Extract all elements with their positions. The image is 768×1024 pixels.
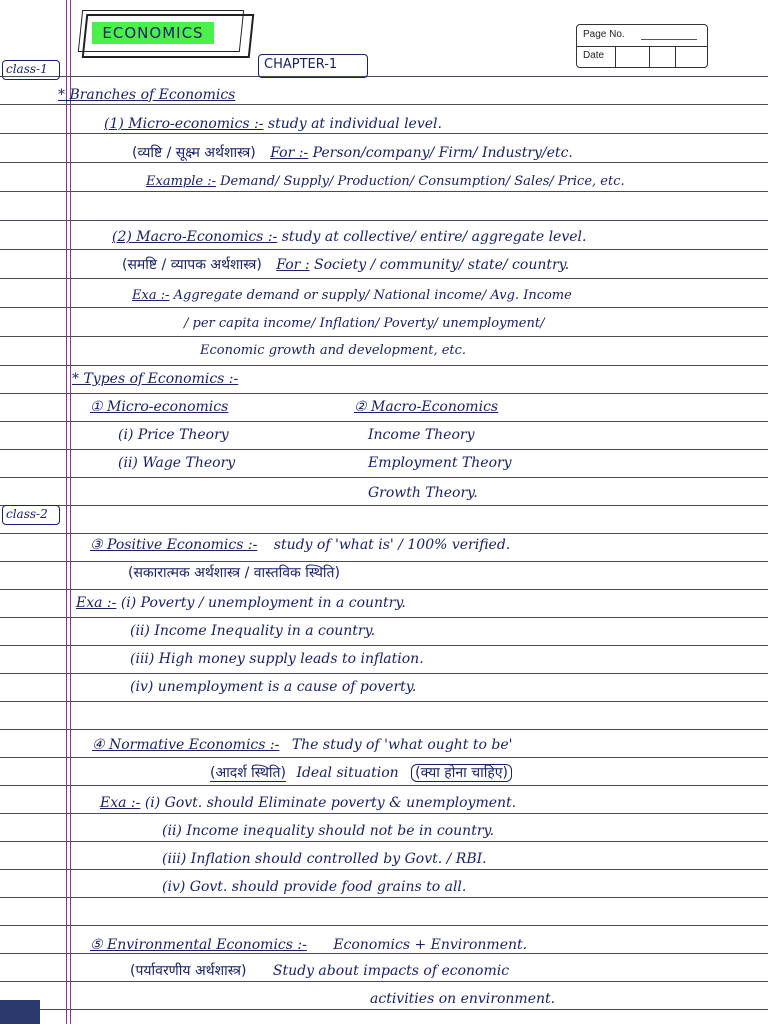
normative-hindi-should: (क्या होना चाहिए) — [411, 764, 512, 782]
positive-definition: study of 'what is' / 100% verified. — [273, 537, 511, 553]
micro-definition: study at individual level. — [267, 116, 442, 132]
environmental-desc2: activities on environment. — [370, 991, 556, 1007]
micro-title: (1) Micro-economics :- — [104, 116, 264, 132]
macro-definition: study at collective/ entire/ aggregate level. — [281, 229, 587, 245]
margin-line-inner — [70, 0, 71, 1024]
positive-line — [90, 536, 510, 554]
types-macro-item: Employment Theory — [368, 455, 512, 471]
normative-example: (iv) Govt. should provide food grains to all. — [162, 879, 467, 895]
micro-line — [104, 115, 442, 133]
types-micro-item: (i) Price Theory — [118, 427, 229, 443]
macro-line — [112, 228, 586, 246]
class-label-1: class-1 — [6, 62, 48, 76]
positive-hindi: (सकारात्मक अर्थशास्त्र / वास्तविक स्थिति) — [128, 565, 340, 581]
environmental-desc1: Study about impacts of economic — [272, 963, 510, 979]
micro-example-label: Example :- — [146, 174, 216, 189]
macro-example-text1: Aggregate demand or supply/ National income/ Avg. Income — [173, 288, 572, 303]
macro-hindi-line — [122, 256, 569, 274]
macro-title: (2) Macro-Economics :- — [112, 229, 278, 245]
environmental-line — [90, 936, 527, 954]
positive-example-line — [76, 594, 406, 612]
positive-example: (iii) High money supply leads to inflation. — [130, 651, 424, 667]
normative-example-label: Exa :- — [100, 795, 141, 811]
normative-example: (ii) Income inequality should not be in country. — [162, 823, 495, 839]
class-label-2: class-2 — [6, 507, 48, 521]
types-macro-heading: ② Macro-Economics — [354, 399, 499, 415]
micro-for-text: Person/company/ Firm/ Industry/etc. — [312, 145, 573, 161]
micro-example-line — [146, 173, 625, 191]
environmental-desc-line — [130, 962, 509, 980]
page-no-label: Page No. — [583, 29, 625, 40]
positive-example-label: Exa :- — [76, 595, 117, 611]
macro-example-line3: Economic growth and development, etc. — [200, 343, 467, 358]
normative-title: ④ Normative Economics :- — [92, 737, 280, 753]
normative-hindi-line — [210, 764, 512, 782]
positive-example: (i) Poverty / unemployment in a country. — [120, 595, 406, 611]
micro-hindi: (व्यष्टि / सूक्ष्म अर्थशास्त्र) — [132, 145, 256, 161]
types-micro-item: (ii) Wage Theory — [118, 455, 236, 471]
normative-example: (i) Govt. should Eliminate poverty & unemployment. — [144, 795, 517, 811]
macro-example-label: Exa :- — [132, 288, 170, 303]
types-micro-heading: ① Micro-economics — [90, 399, 229, 415]
macro-for-text: Society / community/ state/ country. — [314, 257, 570, 273]
positive-example: (iv) unemployment is a cause of poverty. — [130, 679, 417, 695]
positive-title: ③ Positive Economics :- — [90, 537, 258, 553]
micro-example-text: Demand/ Supply/ Production/ Consumption/ Sales/ Price, etc. — [220, 174, 625, 189]
macro-example-line1 — [132, 287, 572, 305]
environmental-definition: Economics + Environment. — [333, 937, 528, 953]
positive-example: (ii) Income Inequality in a country. — [130, 623, 376, 639]
types-macro-item: Growth Theory. — [368, 485, 478, 501]
chapter-title: CHAPTER-1 — [264, 57, 338, 72]
normative-example-line — [100, 794, 516, 812]
normative-definition: The study of 'what ought to be' — [291, 737, 513, 753]
notebook-cover-corner — [0, 1000, 40, 1024]
macro-example-line2: / per capita income/ Inflation/ Poverty/ unemployment/ — [184, 316, 545, 331]
environmental-title: ⑤ Environmental Economics :- — [90, 937, 307, 953]
margin-line — [66, 0, 67, 1024]
macro-for-label: For : — [276, 257, 310, 273]
date-label: Date — [583, 50, 605, 61]
environmental-hindi: (पर्यावरणीय अर्थशास्त्र) — [130, 963, 247, 979]
micro-hindi-line — [132, 144, 573, 162]
normative-ideal: Ideal situation — [296, 765, 399, 781]
macro-hindi: (समष्टि / व्यापक अर्थशास्त्र) — [122, 257, 262, 273]
page-no-box — [576, 24, 708, 68]
types-heading: * Types of Economics :- — [72, 371, 239, 387]
subject-title: ECONOMICS — [92, 22, 214, 44]
normative-example: (iii) Inflation should controlled by Govt. / RBI. — [162, 851, 487, 867]
branches-heading: * Branches of Economics — [58, 87, 236, 103]
normative-hindi-ideal: (आदर्श स्थिति) — [210, 765, 286, 781]
micro-for-label: For :- — [270, 145, 309, 161]
types-macro-item: Income Theory — [368, 427, 475, 443]
normative-line — [92, 736, 512, 754]
